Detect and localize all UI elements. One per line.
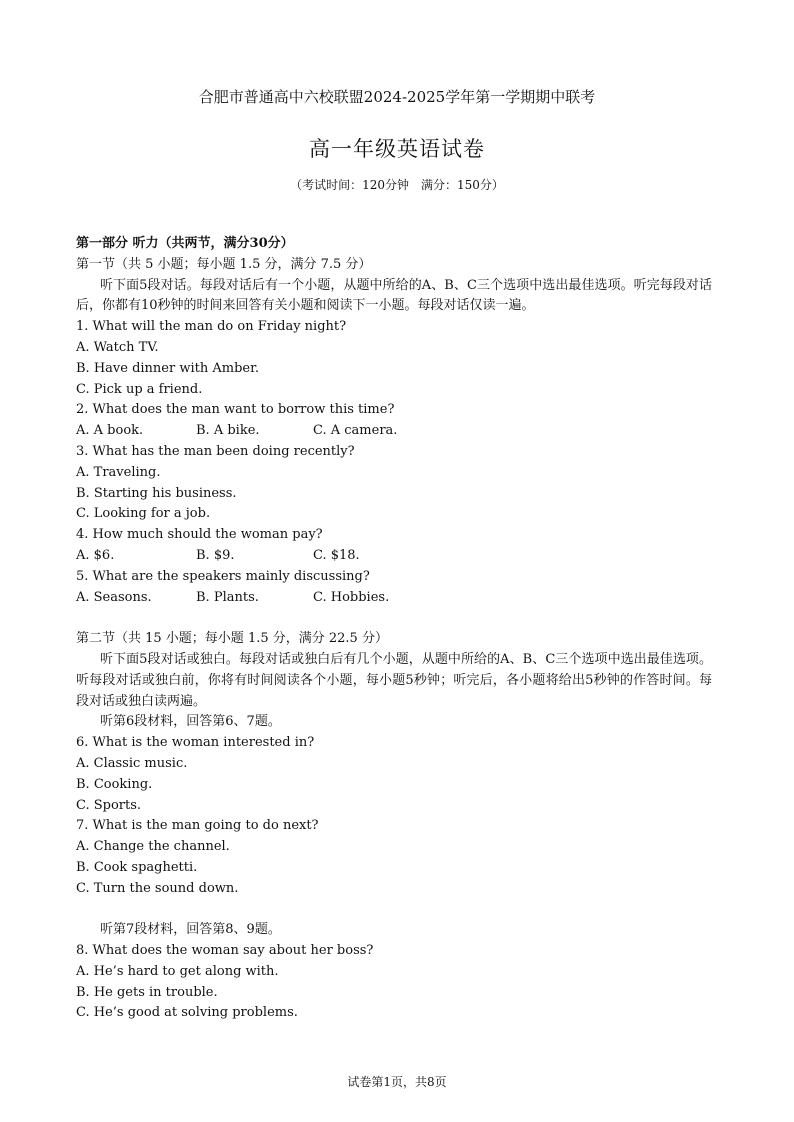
question-4-options: [76, 546, 712, 567]
section2-heading: 第二节（共 15 小题；每小题 1.5 分，满分 22.5 分）: [76, 631, 388, 647]
question-3-option-c: C. Looking for a job.: [76, 506, 211, 522]
question-3-option-b: B. Starting his business.: [76, 485, 237, 501]
question-4-option-c: C. $18.: [313, 547, 360, 563]
question-6-option-a: A. Classic music.: [76, 755, 188, 771]
question-3-option-a: A. Traveling.: [76, 464, 161, 480]
question-8-option-c: C. He’s good at solving problems.: [76, 1005, 298, 1021]
section2-instructions: 听下面5段对话或独白。每段对话或独白后有几个小题，从题中所给的A、B、C三个选项中选出最佳选项。听每段对话或独白前，你将有时间阅读各个小题，每小题5秒钟；听完后，各小题将给出5秒钟的作答时间。每段对话或独白读两遍。: [76, 651, 712, 709]
question-6-option-c: C. Sports.: [76, 797, 142, 813]
material-6-note: 听第6段材料，回答第6、7题。: [100, 714, 281, 730]
spacer: [76, 608, 712, 629]
part1-heading: 第一部分 听力（共两节，满分30分）: [76, 236, 294, 251]
question-4-option-b: B. $9.: [196, 547, 235, 563]
material-7-note: 听第7段材料，回答第8、9题。: [100, 922, 281, 938]
question-8-option-a: A. He’s hard to get along with.: [76, 963, 279, 979]
question-7-option-b: B. Cook spaghetti.: [76, 859, 198, 875]
question-5-option-c: C. Hobbies.: [313, 589, 390, 605]
question-1-option-c: C. Pick up a friend.: [76, 381, 203, 397]
question-2-option-b: B. A bike.: [196, 423, 260, 439]
question-6-stem: 6. What is the woman interested in?: [76, 735, 315, 751]
question-7-option-a: A. Change the channel.: [76, 839, 230, 855]
question-8-option-b: B. He gets in trouble.: [76, 984, 218, 1000]
question-4-option-a: A. $6.: [76, 547, 115, 563]
question-7-option-c: C. Turn the sound down.: [76, 880, 239, 896]
question-1-option-a: A. Watch TV.: [76, 339, 159, 355]
question-5-option-a: A. Seasons.: [76, 589, 152, 605]
question-2-option-a: A. A book.: [76, 423, 144, 439]
section1-instructions: 听下面5段对话。每段对话后有一个小题，从题中所给的A、B、C三个选项中选出最佳选项。听完每段对话后，你都有10秒钟的时间来回答有关小题和阅读下一小题。每段对话仅读一遍。: [76, 277, 712, 314]
exam-title: 高一年级英语试卷: [309, 137, 485, 161]
question-5-option-b: B. Plants.: [196, 589, 259, 605]
question-5-options: [76, 588, 712, 609]
question-7-stem: 7. What is the man going to do next?: [76, 818, 319, 834]
question-2-stem: 2. What does the man want to borrow this time?: [76, 402, 395, 418]
page-footer: 试卷第1页，共8页: [347, 1075, 447, 1089]
question-4-stem: 4. How much should the woman pay?: [76, 527, 323, 543]
exam-body: [76, 234, 712, 1024]
exam-time-info: （考试时间：120分钟 满分：150分）: [290, 178, 504, 192]
question-5-stem: 5. What are the speakers mainly discussing?: [76, 568, 370, 584]
section1-heading: 第一节（共 5 小题；每小题 1.5 分，满分 7.5 分）: [76, 256, 372, 272]
spacer: [76, 900, 712, 921]
question-2-option-c: C. A camera.: [313, 423, 398, 439]
question-1-option-b: B. Have dinner with Amber.: [76, 360, 260, 376]
question-1-stem: 1. What will the man do on Friday night?: [76, 319, 347, 335]
question-3-stem: 3. What has the man been doing recently?: [76, 443, 355, 459]
question-6-option-b: B. Cooking.: [76, 776, 153, 792]
exam-organizer: 合肥市普通高中六校联盟2024-2025学年第一学期期中联考: [198, 88, 596, 106]
question-8-stem: 8. What does the woman say about her boss?: [76, 943, 374, 959]
question-2-options: [76, 421, 712, 442]
